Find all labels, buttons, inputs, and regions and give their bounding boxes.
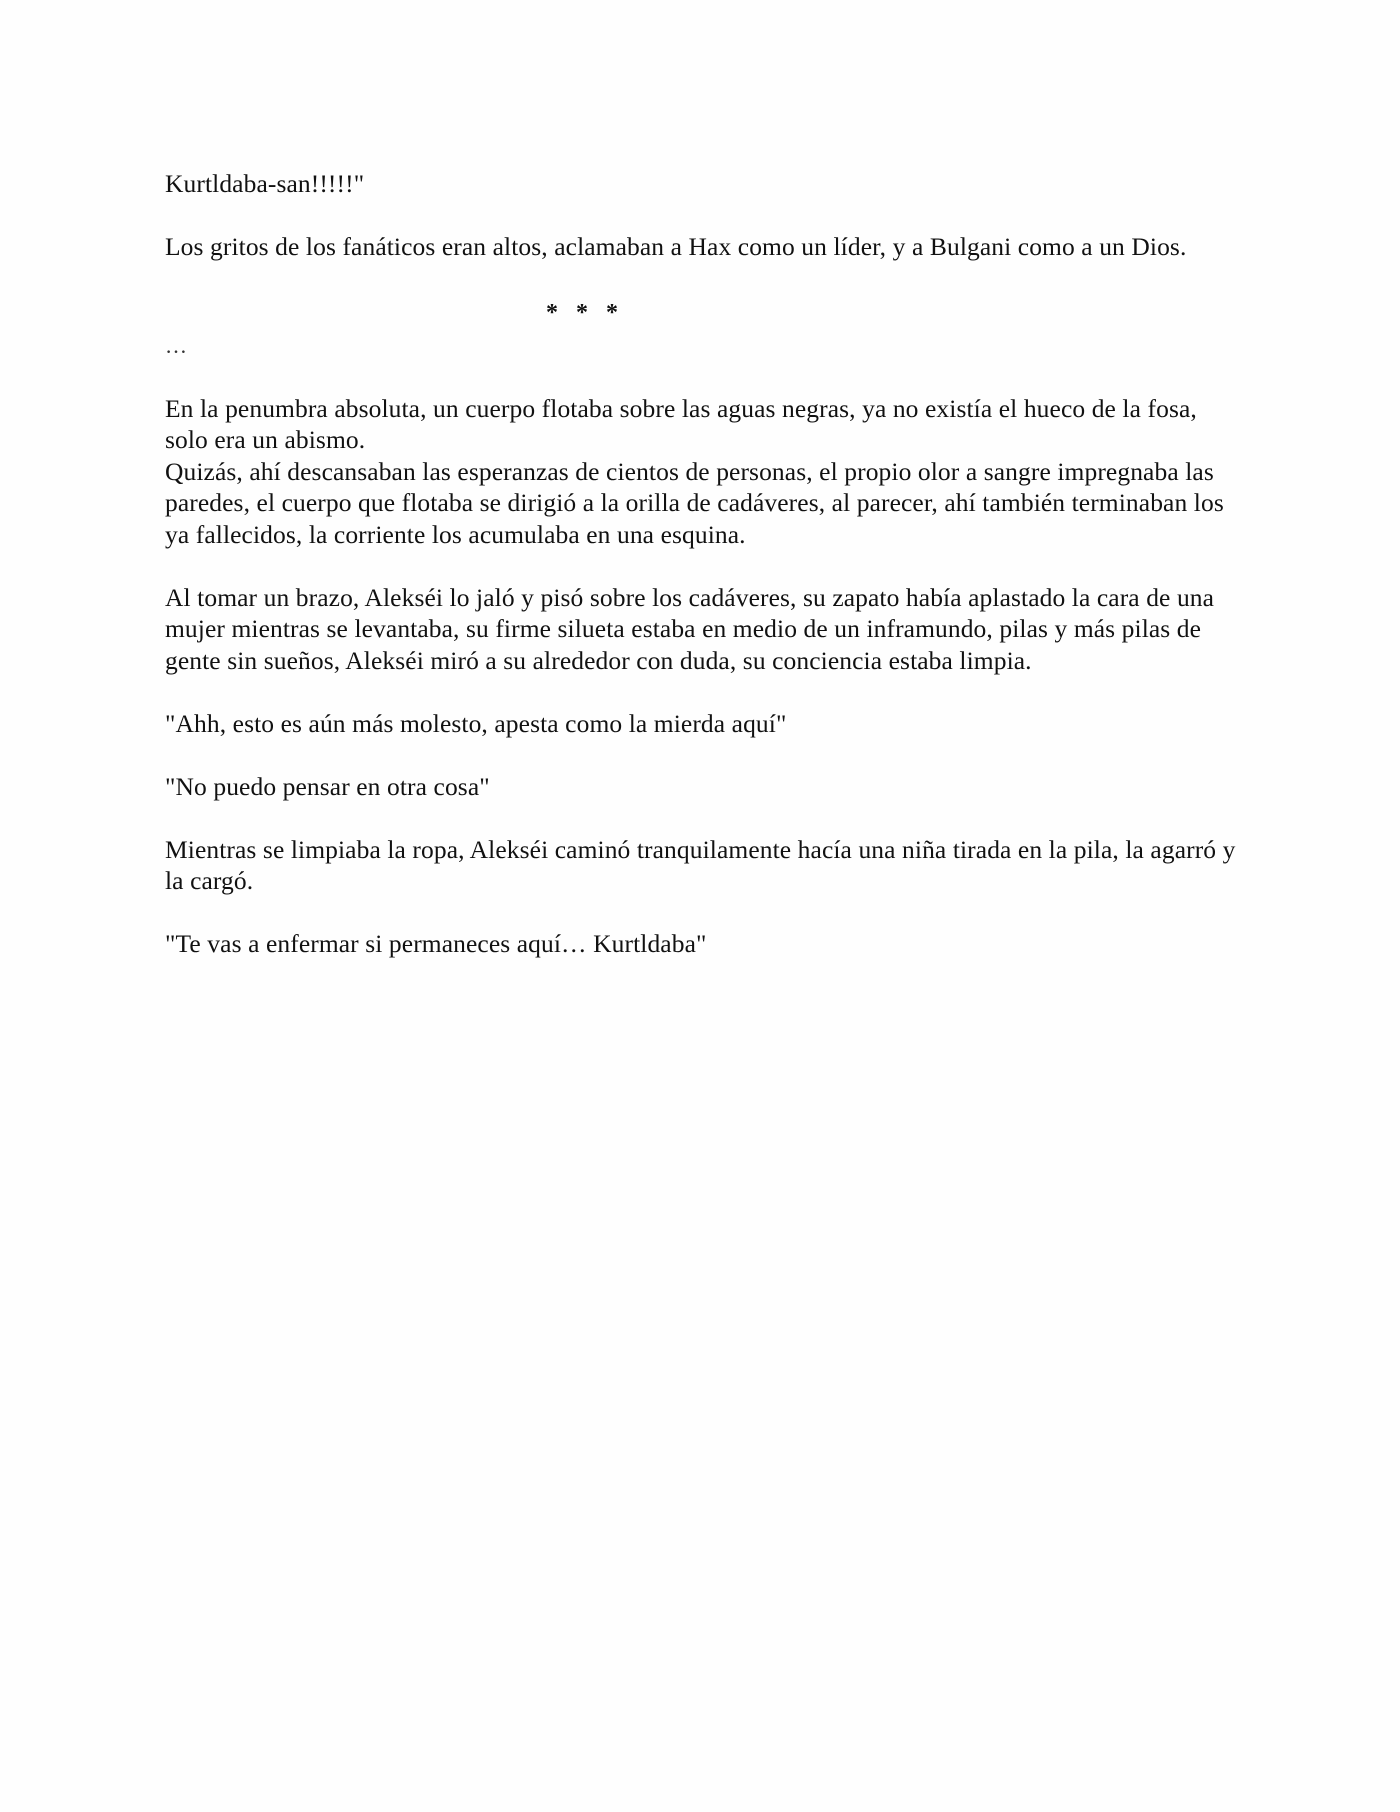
paragraph-aleksei-rises: Al tomar un brazo, Alekséi lo jaló y pisó sobre los cadáveres, su zapato había aplastado la cara de una mujer mientras se levantaba, su firme silueta estaba en medio de un inframundo, pilas y más pilas de gente sin sueños, Alekséi miró a su alrededor con duda, su conciencia estaba limpia.: [165, 582, 1221, 675]
paragraph-exclamation: Kurtldaba-san!!!!!": [165, 169, 365, 198]
document-body: [165, 168, 1245, 991]
section-separator: * * *: [546, 300, 624, 326]
paragraph-carries-girl: Mientras se limpiaba la ropa, Alekséi caminó tranquilamente hacía una niña tirada en la pila, la agarró y la cargó.: [165, 834, 1242, 895]
dialogue-line-1: "Ahh, esto es aún más molesto, apesta como la mierda aquí": [165, 708, 787, 738]
paragraph-fanatics: Los gritos de los fanáticos eran altos, aclamaban a Hax como un líder, y a Bulgani como a un Dios.: [165, 232, 1187, 261]
paragraph-hopes: Quizás, ahí descansaban las esperanzas de cientos de personas, el propio olor a sangre impregnaba las paredes, el cuerpo que flotaba se dirigió a la orilla de cadáveres, al parecer, ahí también terminaban los ya fallecidos, la corriente los acumulaba en una esquina.: [165, 456, 1231, 549]
paragraph-darkness: En la penumbra absoluta, un cuerpo flotaba sobre las aguas negras, ya no existía el hueco de la fosa, solo era un abismo.: [165, 393, 1204, 454]
dialogue-line-2: "No puedo pensar en otra cosa": [165, 771, 490, 801]
ellipsis-line: …: [165, 332, 188, 358]
dialogue-line-3: "Te vas a enfermar si permaneces aquí… Kurtldaba": [165, 929, 707, 958]
